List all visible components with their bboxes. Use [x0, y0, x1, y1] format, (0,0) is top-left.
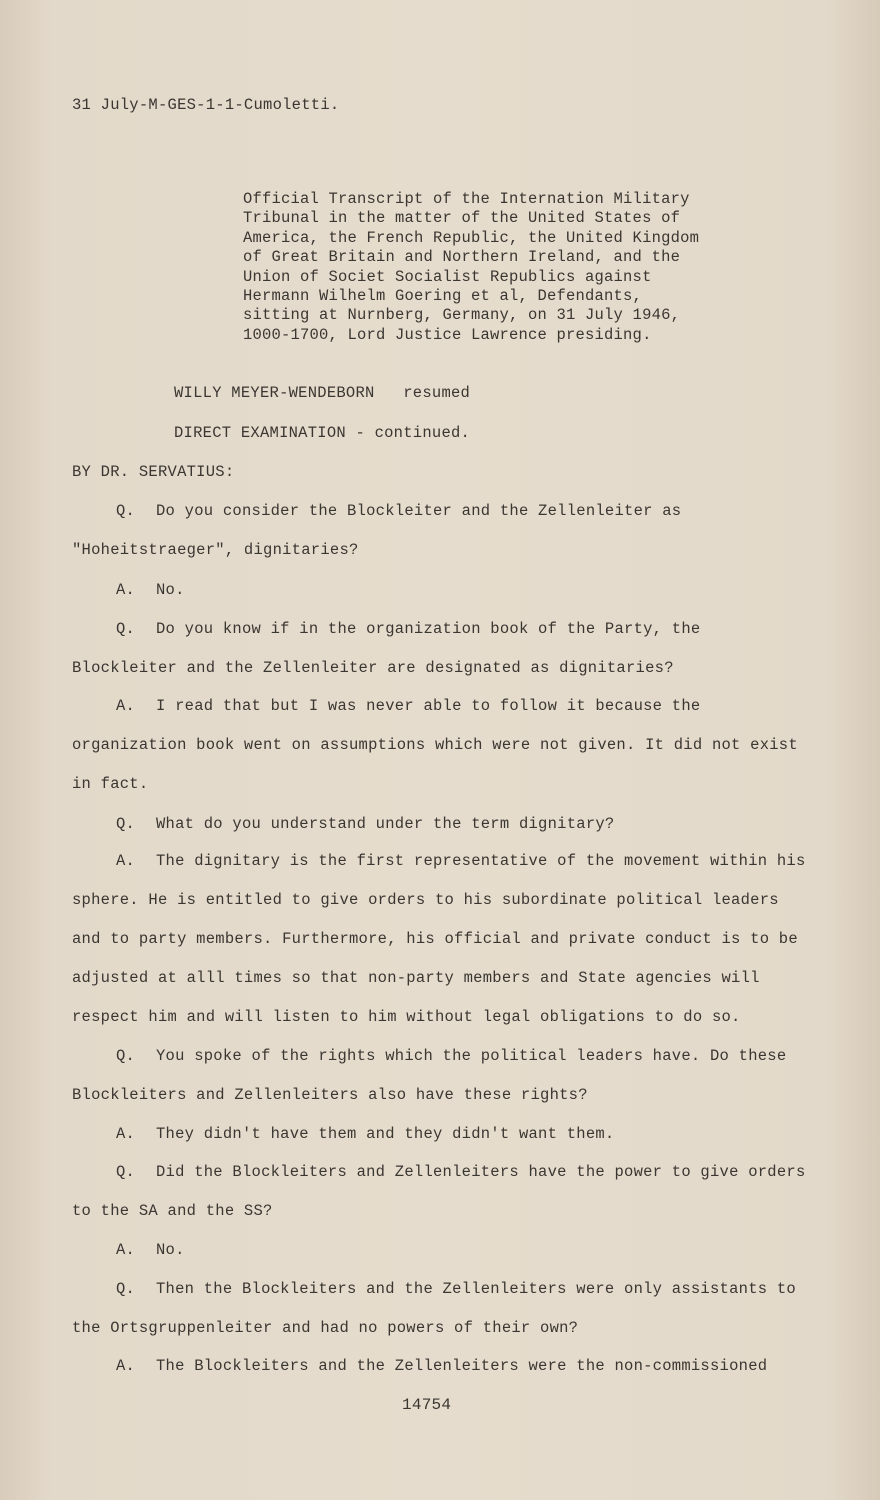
transcript-heading — [243, 190, 723, 345]
qa-text: Do you consider the Blockleiter and the Zellenleiter as "Hoheitstraeger", dignitaries? — [72, 502, 682, 559]
heading-line: Union of Societ Socialist Republics against — [243, 267, 652, 286]
qa-paragraph — [72, 1270, 812, 1348]
qa-text: The dignitary is the first representative of the movement within his sphere. He is entitled to give orders to his subordinate political leaders and to party members. Furthermore, his official and private conduct is to be adjusted at alll times so that non-party members and State agencies will respect him and will listen to him without legal obligations to do so. — [72, 852, 806, 1026]
qa-paragraph — [72, 805, 812, 844]
qa-text: You spoke of the rights which the political leaders have. Do these Blockleiters and Zellenleiters also have these rights? — [72, 1047, 787, 1104]
qa-label: A. — [116, 581, 136, 599]
qa-text: I read that but I was never able to follow it because the organization book went on assumptions which were not given. It did not exist in fact. — [72, 697, 798, 793]
qa-text: The Blockleiters and the Zellenleiters were the non-commissioned — [156, 1357, 768, 1375]
qa-label: Q. — [116, 502, 136, 520]
heading-line: sitting at Nurnberg, Germany, on 31 July 1946, — [243, 306, 681, 325]
qa-paragraph — [72, 1153, 812, 1231]
qa-label: Q. — [116, 620, 136, 638]
page-number: 14754 — [402, 1396, 452, 1414]
qa-text: Then the Blockleiters and the Zellenleiters were only assistants to the Ortsgruppenleiter and had no powers of their own? — [72, 1280, 796, 1337]
qa-paragraph — [72, 1115, 812, 1154]
qa-paragraph — [72, 1347, 812, 1386]
qa-paragraph — [72, 610, 812, 688]
qa-label: A. — [116, 1241, 136, 1259]
heading-line: Tribunal in the matter of the United States of — [243, 209, 681, 228]
qa-text: No. — [156, 1241, 185, 1259]
qa-label: A. — [116, 1125, 136, 1143]
qa-paragraph — [72, 687, 812, 804]
qa-paragraph — [72, 1037, 812, 1115]
heading-line: Official Transcript of the Internation Military — [243, 190, 690, 208]
heading-line: of Great Britain and Northern Ireland, and the — [243, 248, 681, 267]
examination-title: DIRECT EXAMINATION - continued. — [174, 424, 471, 442]
qa-label: Q. — [116, 1163, 136, 1181]
qa-text: Do you know if in the organization book of the Party, the Blockleiter and the Zellenleiter are designated as dignitaries? — [72, 620, 701, 677]
qa-paragraph — [72, 492, 812, 570]
qa-paragraph — [72, 1231, 812, 1270]
qa-label: Q. — [116, 815, 136, 833]
qa-text: Did the Blockleiters and Zellenleiters have the power to give orders to the SA and the SS? — [72, 1163, 806, 1220]
qa-label: Q. — [116, 1047, 136, 1065]
qa-label: A. — [116, 852, 136, 870]
header-reference: 31 July-M-GES-1-1-Cumoletti. — [72, 96, 340, 114]
qa-label: A. — [116, 697, 136, 715]
qa-paragraph — [72, 842, 812, 1037]
qa-text: What do you understand under the term dignitary? — [156, 815, 615, 833]
qa-text: They didn't have them and they didn't want them. — [156, 1125, 615, 1143]
qa-label: Q. — [116, 1280, 136, 1298]
heading-line: 1000-1700, Lord Justice Lawrence presiding. — [243, 325, 652, 344]
heading-line: America, the French Republic, the United Kingdom — [243, 228, 700, 247]
heading-line: Hermann Wilhelm Goering et al, Defendants, — [243, 287, 643, 306]
qa-paragraph — [72, 571, 812, 610]
examiner-label: BY DR. SERVATIUS: — [72, 463, 235, 481]
qa-text: No. — [156, 581, 185, 599]
witness-name: WILLY MEYER-WENDEBORN resumed — [174, 384, 471, 402]
qa-label: A. — [116, 1357, 136, 1375]
